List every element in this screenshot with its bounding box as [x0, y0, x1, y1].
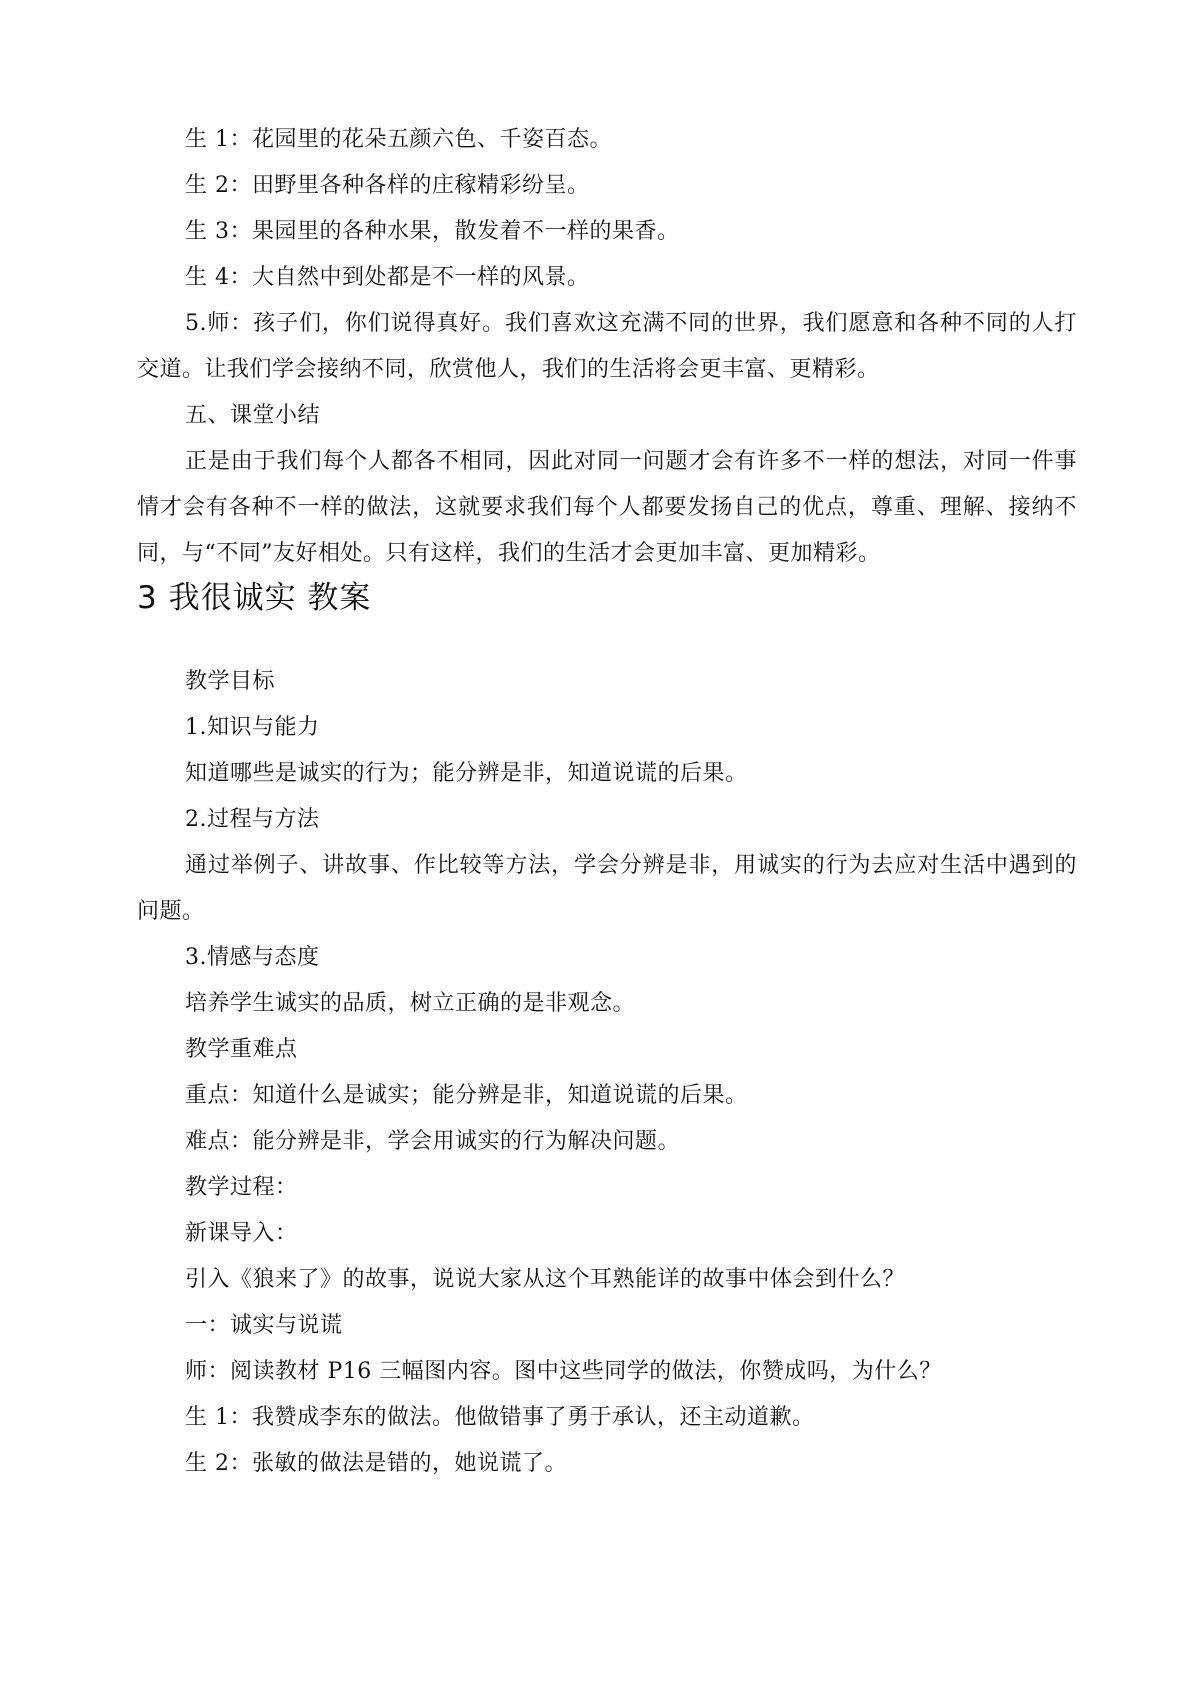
section-heading-summary: 五、课堂小结	[185, 403, 321, 428]
goal-2-heading: 2.过程与方法	[185, 807, 320, 832]
goal-3-text: 培养学生诚实的品质，树立正确的是非观念。	[185, 991, 636, 1016]
teacher-question: 师：阅读教材 P16 三幅图内容。图中这些同学的做法，你赞成吗，为什么？	[185, 1359, 942, 1384]
student-4-answer: 生 4：大自然中到处都是不一样的风景。	[185, 265, 590, 290]
document-body	[137, 117, 1077, 1487]
teaching-goals-heading: 教学目标	[185, 669, 276, 694]
key-points-heading: 教学重难点	[185, 1037, 298, 1062]
student-2-answer: 生 2：田野里各种各样的庄稼精彩纷呈。	[185, 173, 590, 198]
introduction-text: 引入《狼来了》的故事，说说大家从这个耳熟能详的故事中体会到什么？	[185, 1267, 906, 1292]
goal-2-text: 通过举例子、讲故事、作比较等方法，学会分辨是非，用诚实的行为去应对生活中遇到的问题。	[137, 853, 1077, 924]
student-2-reply: 生 2：张敏的做法是错的，她说谎了。	[185, 1451, 567, 1476]
teacher-remark: 5.师：孩子们，你们说得真好。我们喜欢这充满不同的世界，我们愿意和各种不同的人打交道。让我们学会接纳不同，欣赏他人，我们的生活将会更丰富、更精彩。	[137, 311, 1077, 382]
student-3-answer: 生 3：果园里的各种水果，散发着不一样的果香。	[185, 219, 680, 244]
goal-1-text: 知道哪些是诚实的行为；能分辨是非，知道说谎的后果。	[185, 761, 748, 786]
title-spacer	[137, 619, 1077, 659]
student-1-answer: 生 1：花园里的花朵五颜六色、千姿百态。	[185, 127, 612, 152]
part-1-heading: 一：诚实与说谎	[185, 1313, 343, 1338]
goal-3-heading: 3.情感与态度	[185, 945, 320, 970]
summary-paragraph: 正是由于我们每个人都各不相同，因此对同一问题才会有许多不一样的想法，对同一件事情才会有各种不一样的做法，这就要求我们每个人都要发扬自己的优点，尊重、理解、接纳不同，与“不同”友好相处。只有这样，我们的生活才会更加丰富、更加精彩。	[137, 449, 1077, 566]
key-point-text: 重点：知道什么是诚实；能分辨是非，知道说谎的后果。	[185, 1083, 748, 1108]
difficult-point-text: 难点：能分辨是非，学会用诚实的行为解决问题。	[185, 1129, 681, 1154]
goal-1-heading: 1.知识与能力	[185, 715, 320, 740]
student-1-reply: 生 1：我赞成李东的做法。他做错事了勇于承认，还主动道歉。	[185, 1405, 815, 1430]
introduction-heading: 新课导入：	[185, 1221, 298, 1246]
lesson-title: 3 我很诚实 教案	[137, 580, 372, 616]
teaching-process-heading: 教学过程：	[185, 1175, 298, 1200]
